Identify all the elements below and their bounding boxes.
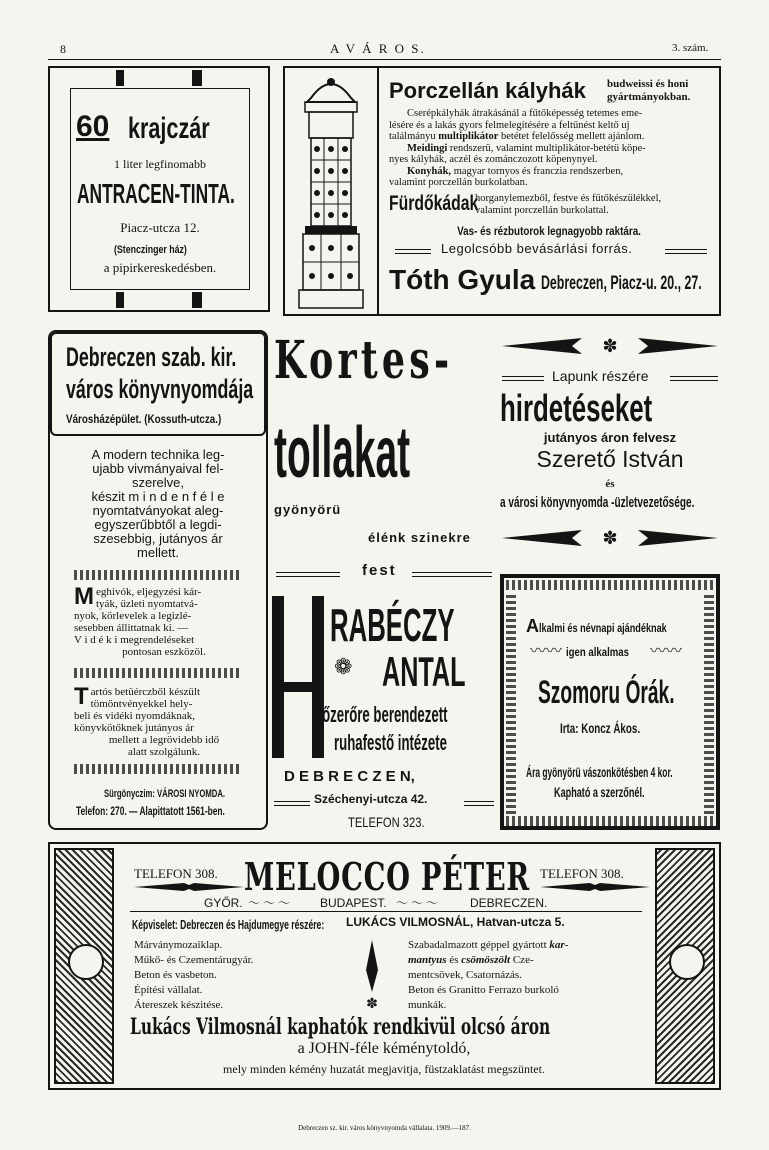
header-rule [48, 59, 721, 60]
arrow-ornament-icon [540, 882, 650, 892]
wave-ornament-icon: 〜 〜 〜 [248, 896, 291, 910]
print-body: A modern technika leg- ujabb vivmányaival fel- szerelve, készit m i n d e n f é l e nyomtatványokat aleg- egyszerűbbtől a legdi- szesebbig, jutányos ár mellett. [91, 447, 225, 560]
ads-l1: Lapunk részére [552, 368, 649, 384]
flame-ornament-icon [362, 940, 382, 1010]
melocco-name: MELOCCO PÉTER [244, 854, 530, 899]
issue-number: 3. szám. [672, 42, 709, 54]
print-ornament [74, 668, 242, 678]
ink-ad-corner-post [116, 292, 124, 308]
drop-cap-t: T [74, 683, 89, 710]
print-subtitle: Városházépület. (Kossuth-utcza.) [66, 412, 222, 426]
stove-bath-title: Fürdőkádak [389, 192, 479, 215]
ink-price-unit: krajczár [128, 112, 210, 145]
pens-fest: fest [362, 562, 397, 579]
print-phone: Telefon: 270. — Alapittatott 1561-ben. [76, 804, 225, 818]
book-border-bottom [506, 816, 714, 826]
dyer-line-1: gőzerőre berendezett [314, 702, 448, 727]
dyer-street: Széchenyi-utcza 42. [314, 792, 428, 806]
ads-rule-left [502, 376, 544, 381]
newspaper-title: A V Á R O S. [330, 41, 426, 56]
ink-ad-corner-post [192, 292, 202, 308]
book-border-top [506, 580, 714, 590]
ink-owner: (Stenczinger ház) [114, 244, 188, 256]
arrow-ornament-icon [134, 882, 244, 892]
book-l1: Alkalmi és névnapi ajándéknak [526, 616, 667, 636]
ink-ad-corner-post [116, 70, 124, 86]
stove-origin-2: gyártmányokban. [607, 91, 691, 103]
melocco-john: a JOHN-féle kéménytoldó, [297, 1040, 471, 1057]
book-author: Irta: Koncz Ákos. [560, 720, 641, 736]
book-title: Szomoru Órák. [538, 674, 675, 710]
ink-liter: 1 liter legfinomabb [114, 157, 206, 171]
dyer-phone: TELEFON 323. [348, 814, 425, 830]
dyer-rule-right [464, 801, 494, 806]
stove-furniture: Vas- és rézbutorok legnagyobb raktára. [457, 224, 641, 238]
svg-text:✽: ✽ [366, 996, 378, 1010]
stove-body: Cserépkályhák átrakásánál a fűtőképesség tetemes eme- lésére és a lakás gyors felmelegítésére a feltűnést keltő uj találmányu multiplikátor betétet felelősség mellett ajánlom. Meidingi rendszerü, valamint multiplikátor-betétü köpe- nyes kályhák, aczél és zománczozott köpenynyel. Konyhák, magyar tornyos és franczia rendszerben, valamint porczellán burkolatban. [389, 108, 646, 188]
melocco-ad [48, 842, 721, 1090]
stove-origin-1: budweissi és honi [607, 78, 689, 90]
stove-cheapest: Legolcsóbb bevásárlási forrás. [441, 241, 633, 256]
stove-ad-divider [377, 68, 379, 314]
book-avail: Kapható a szerzőnél. [554, 784, 645, 800]
pens-elenk: élénk szinekre [368, 530, 471, 545]
cherub-face-icon [68, 944, 104, 980]
book-price: Ára gyönyörü vászonkötésben 4 kor. [526, 764, 673, 780]
melocco-phone-left: TELEFON 308. [134, 866, 218, 881]
stove-address: Debreczen, Piacz-u. 20., 27. [541, 273, 702, 294]
stove-bath-1: horganylemezből, festve és fűtőkészülékkel, [475, 193, 662, 204]
ads-l4: Szerető István [536, 446, 684, 472]
dyer-name-2: ANTAL [382, 648, 466, 695]
melocco-left-list: Márványmozaiklap. Műkő- és Czementárugyár. Beton és vasbeton. Építési vállalat. Átereszek készitése. [134, 939, 254, 1011]
melocco-right-list: Szabadalmazott géppel gyártott kar- mantyus és csömöszölt Cze- mentcsövek, Csatornázás. Beton és Granitto Ferrazo burkoló munkák. [408, 939, 569, 1011]
stove-bath-2: valamint porczellán burkolattal. [475, 205, 609, 216]
dyer-initial [272, 596, 324, 758]
pens-ad [272, 330, 496, 560]
stove-illustration [291, 72, 371, 312]
book-l2: 〰〰 igen alkalmas 〰〰 [530, 638, 690, 661]
wave-ornament-icon: 〜 〜 〜 [396, 896, 439, 910]
pens-gyonyoru: gyönyörü [274, 502, 342, 517]
print-telegram: Sürgönyczim: VÁROSI NYOMDA. [104, 788, 226, 800]
book-ad [500, 574, 720, 830]
print-para-2: M eghivók, eljegyzési kár- tyák, üzleti nyomtatvá- nyok, körlevelek a legizlé- sesebben állittatnak ki. — V i d é k i megrendeléseket pontosan eszközöl. [74, 583, 206, 658]
melocco-phone-right: TELEFON 308. [540, 866, 624, 881]
stove-title: Porczellán kályhák [389, 78, 586, 103]
svg-text:✽: ✽ [602, 528, 618, 549]
print-title-1: Debreczen szab. kir. [66, 342, 237, 372]
melocco-city-3: DEBRECZEN. [470, 896, 548, 910]
stove-ad [283, 66, 721, 316]
dyer-name-1: RABÉCZY [330, 599, 455, 651]
ink-ad [48, 66, 270, 312]
print-title-2: város könyvnyomdája [66, 374, 254, 404]
book-border-left [506, 592, 516, 814]
print-para-3: T artós betüérczből készült tömöntvényekkel hely- beli és vidéki nyomdáknak, könyvkötőknek jutányos ár mellett a legrövidebb idő alatt szolgálunk. [74, 683, 220, 758]
dyer-city: D E B R E C Z E N, [284, 768, 415, 785]
dyer-ad [272, 590, 496, 830]
footer-imprint: Debreczen sz. kir. város könyvnyomda vállalata. 1909.—187. [298, 1124, 471, 1132]
melocco-rep-name: LUKÁCS VILMOSNÁL, Hatvan-utcza 5. [346, 915, 565, 929]
dyer-rosette-icon: ❁ [334, 654, 353, 679]
page-number: 8 [60, 42, 66, 56]
pens-tollakat: tollakat [274, 413, 411, 493]
print-ornament [74, 764, 242, 774]
ink-shop: a pipirkereskedésben. [103, 260, 217, 275]
print-ornament [74, 570, 242, 580]
dyer-rule-left [274, 801, 310, 806]
arrow-divider-icon [502, 334, 718, 358]
melocco-last: mely minden kémény huzatát megjavitja, füstzaklatást megszüntet. [223, 1062, 545, 1076]
stove-rule-left [395, 249, 431, 254]
melocco-rule [130, 911, 642, 912]
ink-street: Piacz-utcza 12. [120, 220, 200, 235]
ads-rule-right [670, 376, 718, 381]
ink-price-number: 60 [76, 110, 110, 143]
ads-l6: a városi könyvnyomda -üzletvezetősége. [500, 494, 695, 511]
tilde-ornament-icon: 〰〰 [530, 643, 563, 660]
ads-l5: és [605, 478, 615, 490]
stove-owner: Tóth Gyula [389, 264, 536, 295]
ads-l3: jutányos áron felvesz [543, 430, 677, 445]
melocco-city-2: BUDAPEST. [320, 896, 387, 910]
drop-cap-m: M [74, 583, 94, 610]
tilde-ornament-icon: 〰〰 [650, 643, 683, 660]
dyer-line-2: ruhafestő intézete [334, 730, 447, 755]
melocco-city-1: GYŐR. [204, 896, 243, 910]
ads-l2: hirdetéseket [500, 388, 653, 430]
arrow-divider-icon [502, 526, 718, 550]
print-ad [48, 330, 268, 830]
ink-product: ANTRACEN-TINTA. [77, 178, 235, 209]
melocco-rep: Képviselet: Debreczen és Hajdumegye részére: [132, 917, 325, 932]
svg-text:✽: ✽ [602, 336, 618, 357]
melocco-big: Lukács Vilmosnál kaphatók rendkivül olcsó áron [130, 1014, 551, 1040]
stove-rule-right [665, 249, 707, 254]
fest-rule-right [412, 572, 492, 577]
ink-ad-corner-post [192, 70, 202, 86]
fest-rule-left [276, 572, 340, 577]
pens-kortes: Kortes- [274, 330, 454, 391]
cherub-face-icon [669, 944, 705, 980]
ads-ad [498, 330, 722, 560]
